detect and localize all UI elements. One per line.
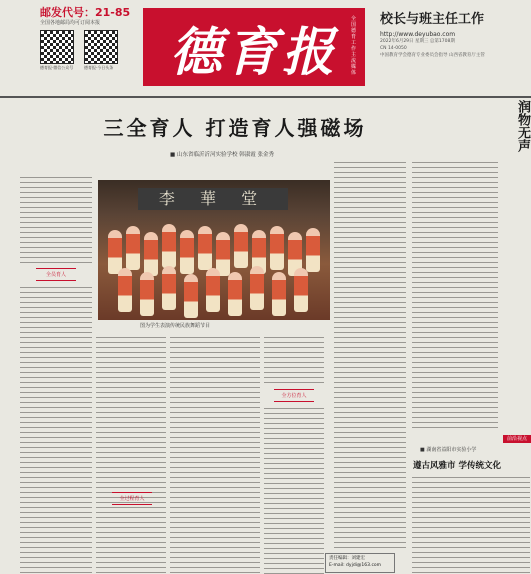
- masthead-title: 德育报: [169, 21, 338, 83]
- column-title: 校长与班主任工作: [380, 12, 485, 27]
- dancer-figure: [270, 226, 284, 270]
- article-photo[interactable]: [98, 180, 330, 320]
- article-headline: 三全育人 打造育人强磁场: [103, 116, 367, 140]
- body-text-block: [20, 285, 92, 574]
- subhead-whole-process: 全过程育人: [112, 492, 152, 505]
- dancer-figure: [206, 268, 220, 312]
- subhead-all-round: 全方位育人: [274, 389, 314, 402]
- wechat-qr-code-icon[interactable]: [40, 30, 74, 64]
- toutiao-qr-code-icon[interactable]: [84, 30, 118, 64]
- dancer-figure: [126, 226, 140, 270]
- dancer-figure: [162, 266, 176, 310]
- qr1-label: 德育报·微信公众号: [40, 65, 74, 70]
- newspaper-header: [0, 0, 531, 94]
- dancer-figure: [140, 272, 154, 316]
- masthead-logo: [143, 8, 365, 86]
- postcode: 邮发代号：21-85: [40, 6, 131, 19]
- dancer-figure: [118, 268, 132, 312]
- photo-sign: 李 華 堂: [138, 188, 288, 210]
- sidebar-kicker: ■ 湖南省益阳市实验小学: [420, 447, 477, 453]
- body-text-block: [264, 406, 324, 574]
- dancer-figure: [144, 232, 158, 276]
- publisher-line: 中国教育学会德育专业委员会指导 山西省教育厅主管: [380, 53, 485, 58]
- editor-box: [325, 553, 395, 573]
- dancer-figure: [162, 224, 176, 268]
- article-byline: ■ 山东省临沂沂河实验学校 韩淑霞 张金秀: [170, 152, 274, 158]
- dancer-figure: [250, 266, 264, 310]
- header-rule: [0, 96, 531, 98]
- subscribe-note: 全国各地邮局均可订阅本报: [40, 20, 101, 26]
- sidebar-text-block: [412, 475, 530, 574]
- body-text-block: [264, 335, 324, 383]
- body-text-block: [96, 335, 166, 574]
- sidebar-text-block: [412, 160, 498, 430]
- dancer-figure: [198, 226, 212, 270]
- dancer-figure: [228, 272, 242, 316]
- issue-line: 2022年6月29日 星期三 总第1708期: [380, 39, 455, 44]
- website-link[interactable]: http://www.deyubao.com: [380, 31, 456, 38]
- body-text-block: [170, 335, 260, 574]
- qr2-label: 德育报·今日头条: [84, 65, 114, 70]
- dancer-figure: [180, 230, 194, 274]
- cn-code: CN 14-0050: [380, 46, 407, 51]
- header-right-block: [380, 8, 530, 59]
- sidebar-vertical-title: 润物无声: [515, 100, 530, 152]
- body-text-block: [334, 160, 406, 550]
- sidebar-headline: 遵古风雅市 学传统文化: [413, 461, 501, 471]
- dancer-figure: [108, 230, 122, 274]
- dancer-figure: [272, 272, 286, 316]
- subhead-all-staff: 全员育人: [36, 268, 76, 281]
- dancer-figure: [234, 224, 248, 268]
- masthead-vertical-tag: 全国德育工作主流媒体: [351, 16, 357, 76]
- sidebar-tag: 前沿视点: [503, 435, 531, 443]
- body-text-block: [20, 175, 92, 263]
- header-left-block: [40, 4, 140, 71]
- photo-caption: 图为学生表演传统民族舞蹈节目: [140, 323, 211, 329]
- dancer-figure: [294, 268, 308, 312]
- editor-name: 责任编辑：刘建宏: [329, 556, 365, 561]
- dancer-figure: [306, 228, 320, 272]
- dancer-figure: [184, 274, 198, 318]
- editor-email[interactable]: E-mail: dyjdi@163.com: [329, 563, 382, 568]
